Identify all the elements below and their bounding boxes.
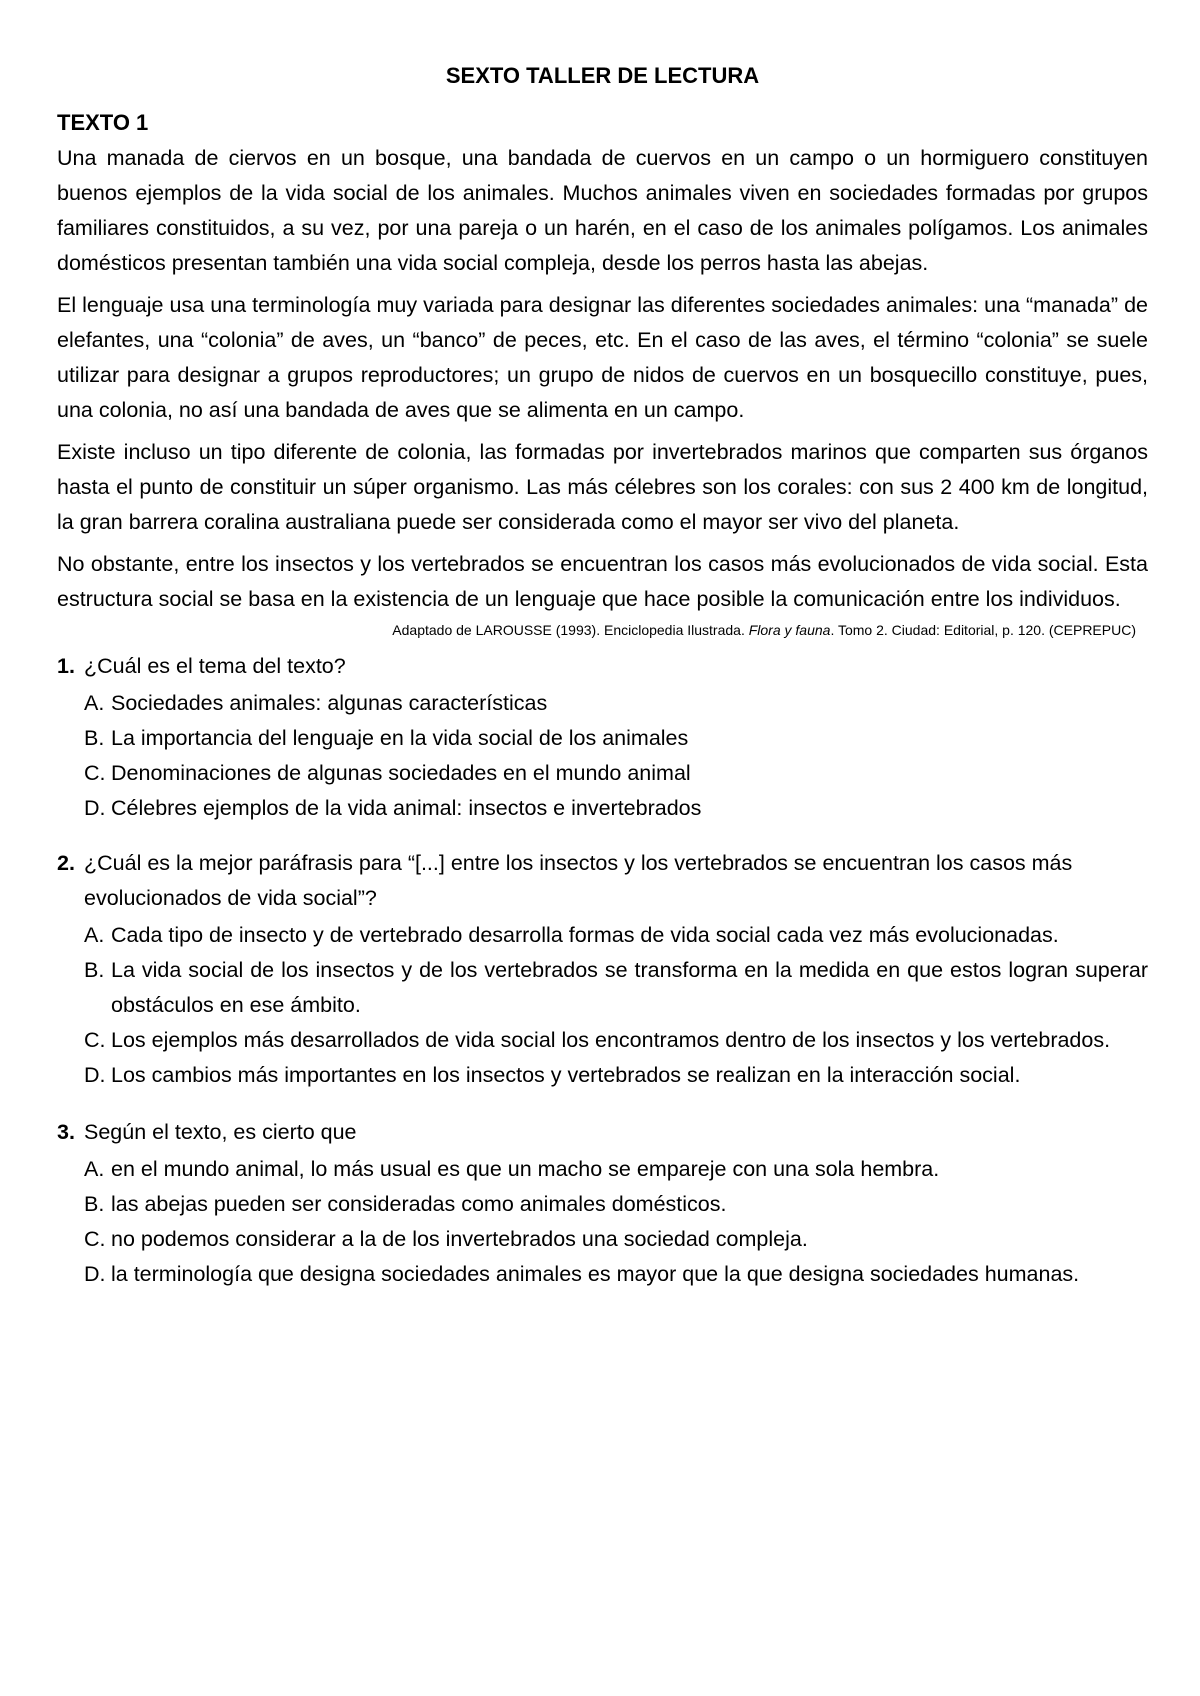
question-2 (57, 846, 1148, 1093)
options-list (84, 686, 1148, 826)
question-header (57, 846, 1148, 916)
options-list (84, 1152, 1148, 1292)
option-text: Sociedades animales: algunas características (111, 691, 548, 715)
paragraph-4: No obstante, entre los insectos y los vertebrados se encuentran los casos más evolucionados de vida social. Esta estructura social se basa en la existencia de un lenguaje que hace posible la comunicación entre los individuos. (57, 552, 1148, 611)
option-d[interactable] (84, 1257, 1148, 1292)
option-letter: B. (84, 726, 105, 750)
question-text: ¿Cuál es el tema del texto? (84, 654, 346, 678)
option-text: La vida social de los insectos y de los vertebrados se transforma en la medida en que estos logran superar obstáculos en ese ámbito. (111, 958, 1148, 1017)
question-3 (57, 1115, 1148, 1292)
option-text: no podemos considerar a la de los invertebrados una sociedad compleja. (111, 1227, 808, 1251)
question-number: 2. (57, 851, 75, 875)
option-letter: B. (84, 1192, 105, 1216)
option-text: en el mundo animal, lo más usual es que un macho se empareje con una sola hembra. (111, 1157, 940, 1181)
document-title: SEXTO TALLER DE LECTURA (445, 63, 760, 88)
question-header (57, 649, 1148, 684)
option-text: Denominaciones de algunas sociedades en el mundo animal (111, 761, 691, 785)
option-b[interactable] (84, 953, 1148, 1023)
option-d[interactable] (84, 1058, 1148, 1093)
question-text: Según el texto, es cierto que (84, 1120, 357, 1144)
option-c[interactable] (84, 1023, 1148, 1058)
option-letter: D. (84, 1063, 106, 1087)
option-b[interactable] (84, 721, 1148, 756)
question-number: 3. (57, 1120, 75, 1144)
option-text: La importancia del lenguaje en la vida social de los animales (111, 726, 689, 750)
source-suffix: . Tomo 2. Ciudad: Editorial, p. 120. (CEPREPUC) (830, 622, 1136, 638)
option-letter: B. (84, 958, 105, 982)
option-a[interactable] (84, 686, 1148, 721)
option-letter: D. (84, 796, 106, 820)
question-header (57, 1115, 1148, 1150)
spacer (57, 826, 1148, 846)
option-letter: C. (84, 761, 106, 785)
option-text: Cada tipo de insecto y de vertebrado desarrolla formas de vida social cada vez más evolucionadas. (111, 923, 1059, 947)
option-b[interactable] (84, 1187, 1148, 1222)
question-text: ¿Cuál es la mejor paráfrasis para “[...] entre los insectos y los vertebrados se encuentran los casos más evolucionados de vida social”? (84, 851, 1073, 910)
option-letter: C. (84, 1227, 106, 1251)
question-number: 1. (57, 654, 75, 678)
paragraph-3: Existe incluso un tipo diferente de colonia, las formadas por invertebrados marinos que comparten sus órganos hasta el punto de constituir un súper organismo. Las más célebres son los corales: con sus 2 400 km de longitud, la gran barrera coralina australiana puede ser considerada como el mayor ser vivo del planeta. (57, 440, 1148, 534)
option-letter: A. (84, 923, 105, 947)
option-text: las abejas pueden ser consideradas como animales domésticos. (111, 1192, 727, 1216)
spacer (57, 1093, 1148, 1115)
option-c[interactable] (84, 756, 1148, 791)
option-letter: A. (84, 691, 105, 715)
option-letter: A. (84, 1157, 105, 1181)
options-list (84, 918, 1148, 1093)
paragraph-2: El lenguaje usa una terminología muy variada para designar las diferentes sociedades animales: una “manada” de elefantes, una “colonia” de aves, un “banco” de peces, etc. En el caso de las aves, el término “colonia” se suele utilizar para designar a grupos reproductores; un grupo de nidos de cuervos en un bosquecillo constituye, pues, una colonia, no así una bandada de aves que se alimenta en un campo. (57, 293, 1148, 422)
option-text: Los cambios más importantes en los insectos y vertebrados se realizan en la interacción social. (111, 1063, 1021, 1087)
source-book-title: Flora y fauna (748, 622, 831, 638)
option-text: la terminología que designa sociedades animales es mayor que la que designa sociedades humanas. (111, 1262, 1080, 1286)
option-c[interactable] (84, 1222, 1148, 1257)
source-citation (57, 619, 1136, 641)
source-prefix: Adaptado de LAROUSSE (1993). Enciclopedia Ilustrada. (392, 622, 749, 638)
option-letter: D. (84, 1262, 106, 1286)
option-text: Los ejemplos más desarrollados de vida social los encontramos dentro de los insectos y los vertebrados. (111, 1028, 1111, 1052)
option-a[interactable] (84, 1152, 1148, 1187)
option-a[interactable] (84, 918, 1148, 953)
text-heading: TEXTO 1 (57, 110, 149, 135)
option-letter: C. (84, 1028, 106, 1052)
question-1 (57, 649, 1148, 826)
option-text: Célebres ejemplos de la vida animal: insectos e invertebrados (111, 796, 702, 820)
paragraph-1: Una manada de ciervos en un bosque, una bandada de cuervos en un campo o un hormiguero constituyen buenos ejemplos de la vida social de los animales. Muchos animales viven en sociedades formadas por grupos familiares constituidos, a su vez, por una pareja o un harén, en el caso de los animales polígamos. Los animales domésticos presentan también una vida social compleja, desde los perros hasta las abejas. (57, 146, 1148, 275)
option-d[interactable] (84, 791, 1148, 826)
